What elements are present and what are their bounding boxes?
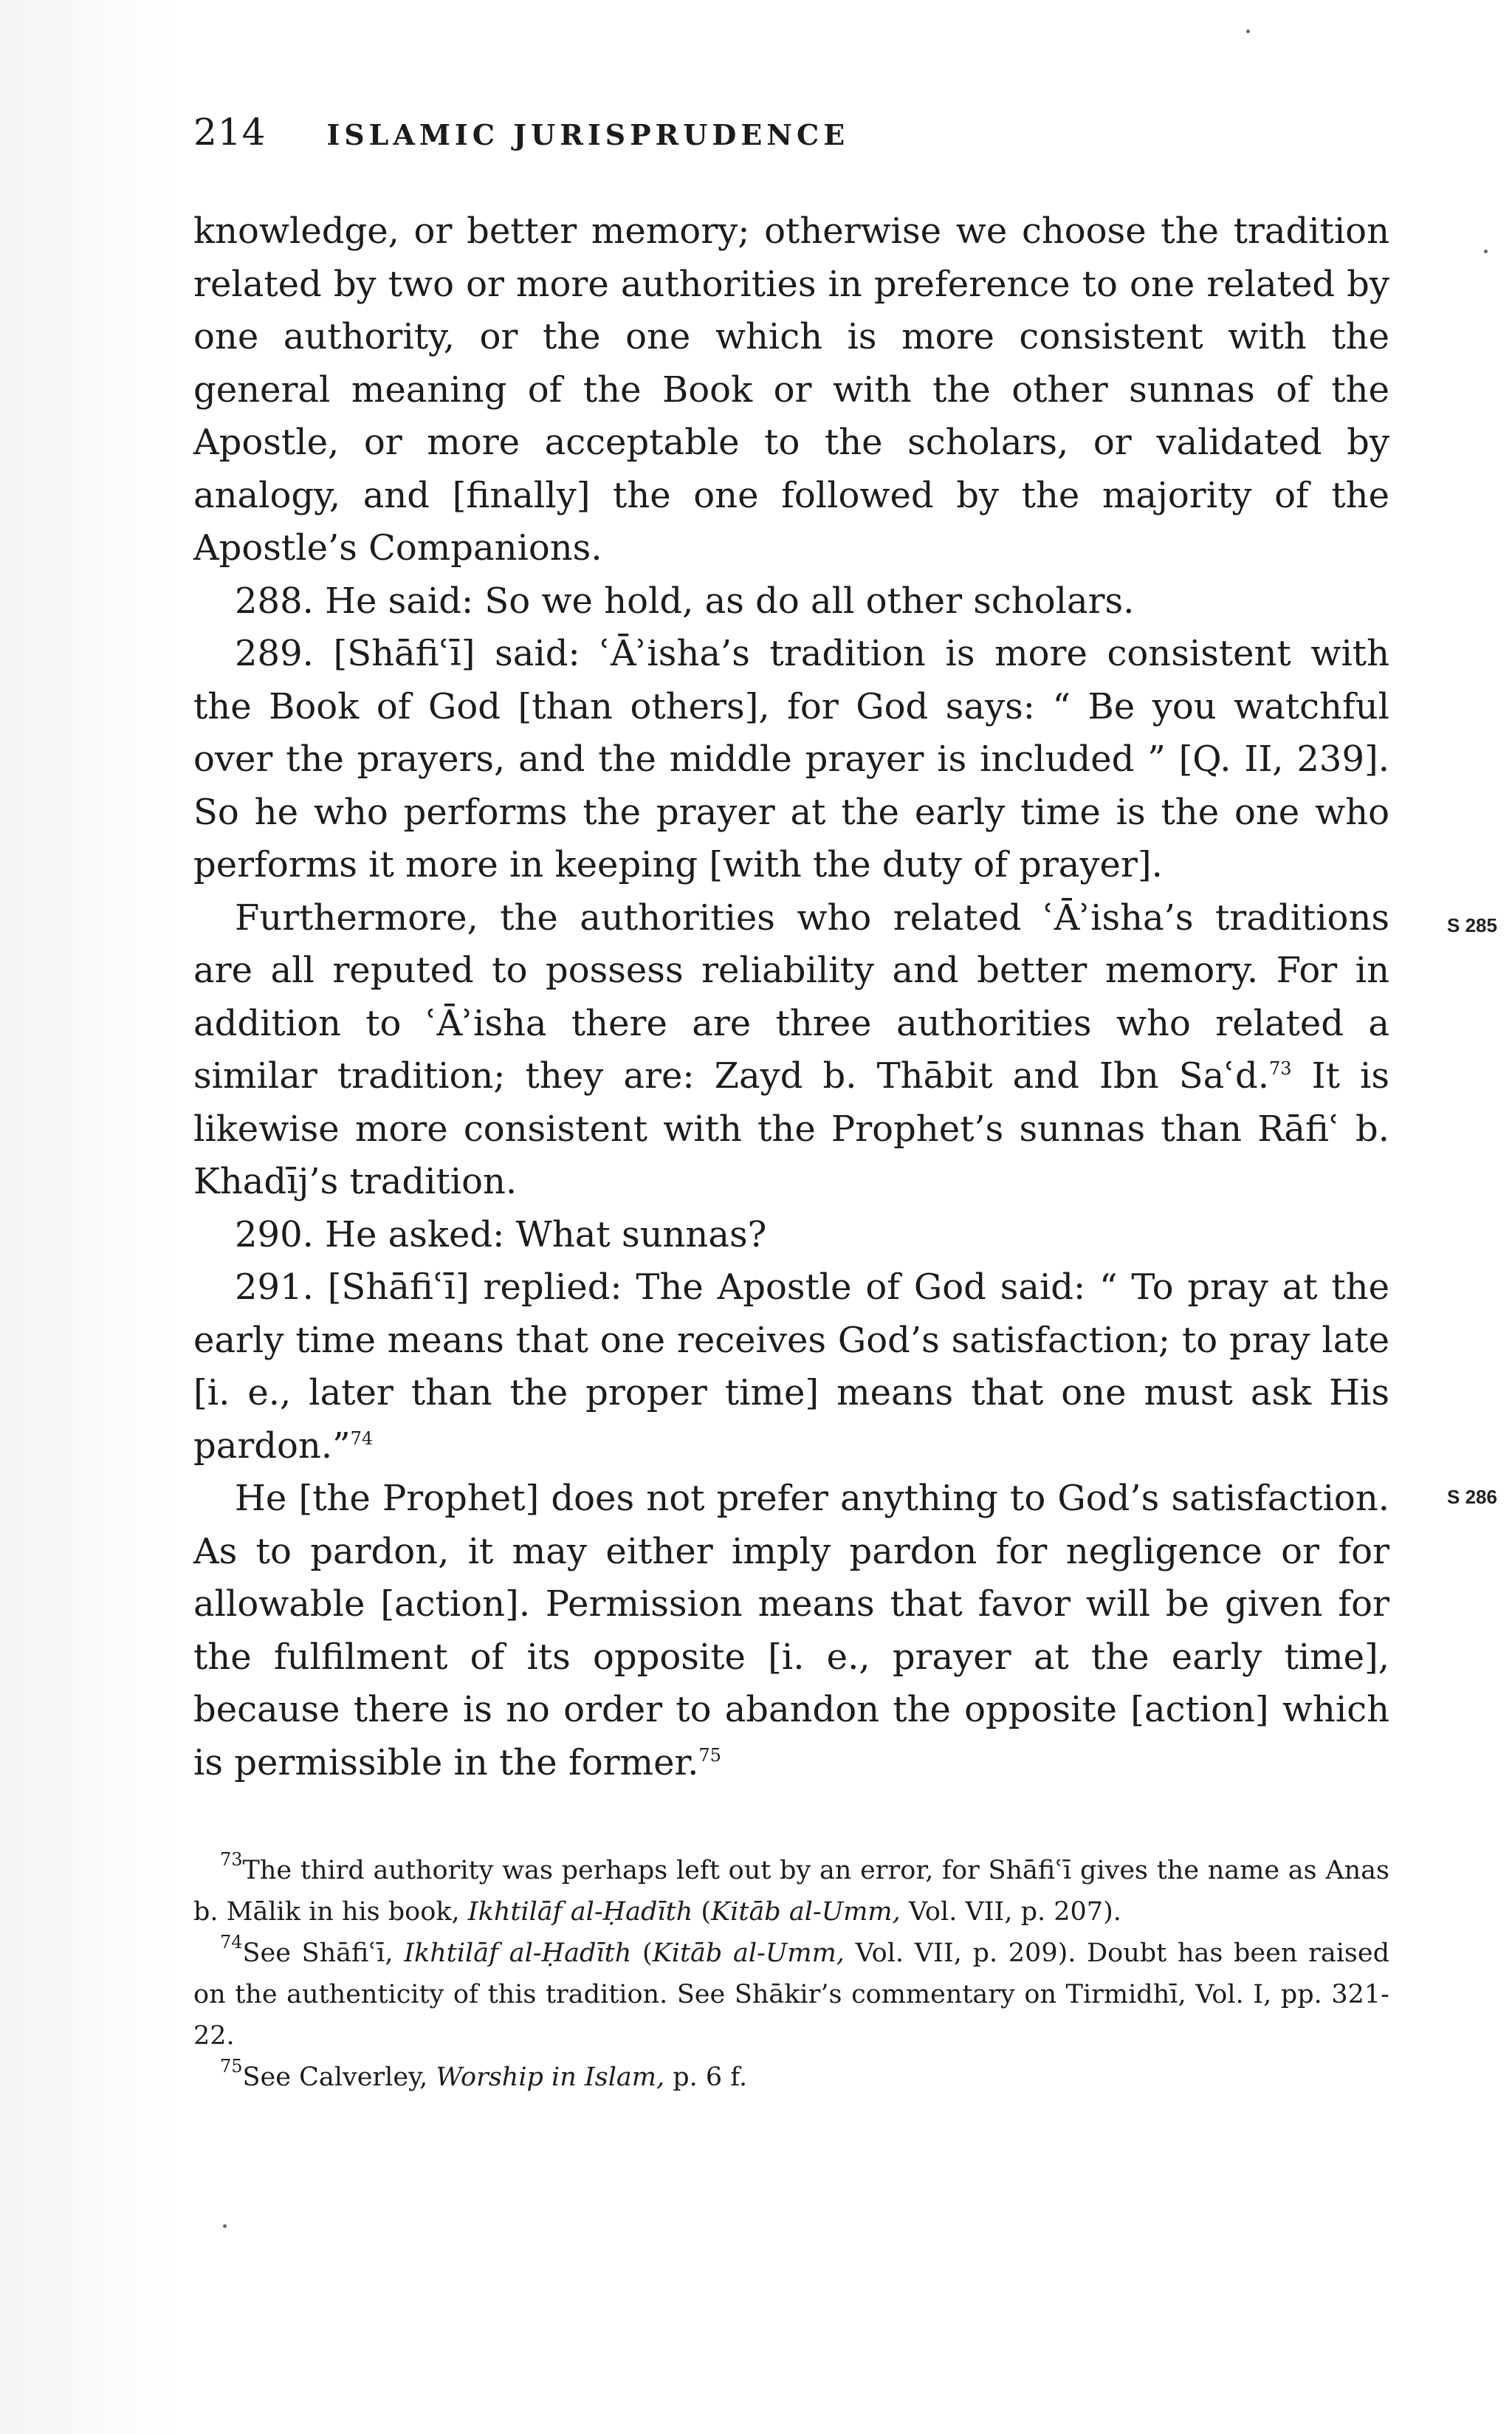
footnote-title: Worship in Islam, bbox=[436, 2063, 665, 2092]
paragraph-text: 288. He said: So we hold, as do all other scholars. bbox=[235, 580, 1135, 622]
footnote bbox=[193, 2057, 1389, 2098]
footnote-mark: 73 bbox=[220, 1849, 243, 1870]
running-title: ISLAMIC JURISPRUDENCE bbox=[326, 118, 850, 151]
footnote-title: Kitāb al-Umm, bbox=[652, 1938, 845, 1968]
margin-note-s285: S 285 bbox=[1447, 914, 1497, 936]
footnote-text: Vol. VII, p. 209). Doubt has been raised on the authenticity of this tradition. See Shākir’s commentary on Tirmidhī, Vol. I, pp. 321-22. bbox=[193, 1938, 1389, 2051]
footnote bbox=[193, 1850, 1389, 1933]
paragraph bbox=[193, 628, 1389, 892]
scan-shading bbox=[0, 0, 177, 2434]
footnote-text: The third authority was perhaps left out by an error, for Shāfiʿī gives the name as Anas b. Mālik in his book, bbox=[193, 1856, 1389, 1927]
footnote-ref[interactable]: 73 bbox=[1269, 1058, 1292, 1079]
margin-note-s286: S 286 bbox=[1447, 1486, 1497, 1508]
paragraph-text: 289. [Shāfiʿī] said: ʿĀʾisha’s tradition is more consistent with the Book of God [than others], for God says: “ Be you watchful over the prayers, and the middle prayer is included ” [Q. II, 239]. So he who performs the prayer at the early time is the one who performs it more in keeping [with the duty of prayer]. bbox=[193, 633, 1389, 885]
footnote-text: See Shāfiʿī, bbox=[242, 1938, 405, 1968]
footnote-mark: 74 bbox=[220, 1932, 243, 1953]
body-text bbox=[193, 205, 1389, 1789]
footnotes bbox=[193, 1850, 1389, 2098]
footnote-ref[interactable]: 74 bbox=[350, 1427, 374, 1449]
paragraph bbox=[193, 1261, 1389, 1473]
footnote-text: Vol. VII, p. 207). bbox=[900, 1897, 1121, 1927]
footnote-text: ( bbox=[693, 1897, 712, 1927]
footnote-title: Kitāb al-Umm, bbox=[711, 1897, 901, 1927]
running-header bbox=[193, 111, 1389, 162]
footnote bbox=[193, 1933, 1389, 2057]
paragraph-text: It is likewise more consistent with the Prophet’s sunnas than Rāfiʿ b. Khadīj’s tradition. bbox=[193, 1055, 1390, 1202]
book-page bbox=[193, 111, 1389, 2098]
paragraph bbox=[193, 892, 1389, 1209]
paragraph bbox=[193, 575, 1389, 628]
scan-speck bbox=[1484, 250, 1488, 253]
paragraph bbox=[193, 1209, 1389, 1262]
page-number: 214 bbox=[193, 111, 267, 154]
paragraph-text: Furthermore, the authorities who related ʿĀʾisha’s traditions are all reputed to possess reliability and better memory. For in addition to ʿĀʾisha there are three authorities who related a similar tradition; they are: Zayd b. Thābit and Ibn Saʿd. bbox=[193, 897, 1389, 1097]
footnote-title: Ikhtilāf al-Ḥadīth bbox=[404, 1938, 632, 1968]
scan-speck bbox=[223, 2224, 227, 2228]
scan-speck bbox=[1246, 30, 1250, 33]
paragraph bbox=[193, 205, 1389, 575]
paragraph-text: 291. [Shāfiʿī] replied: The Apostle of God said: “ To pray at the early time means that one receives God’s satisfaction; to pray late [i. e., later than the proper time] means that one must ask His pardon.” bbox=[193, 1266, 1389, 1467]
footnote-ref[interactable]: 75 bbox=[698, 1744, 721, 1766]
footnote-text: p. 6 f. bbox=[664, 2063, 748, 2092]
paragraph-text: He [the Prophet] does not prefer anything to God’s satisfaction. As to pardon, it may either imply pardon for negligence or for allowable [action]. Permission means that favor will be given for the fulfilment of its opposite [i. e., prayer at the early time], because there is no order to abandon the opposite [action] which is permissible in the former. bbox=[193, 1478, 1389, 1783]
footnote-mark: 75 bbox=[220, 2056, 243, 2077]
paragraph bbox=[193, 1473, 1389, 1789]
paragraph-text: knowledge, or better memory; otherwise we choose the tradition related by two or more authorities in preference to one related by one authority, or the one which is more consistent with the general meaning of the Book or with the other sunnas of the Apostle, or more acceptable to the scholars, or validated by analogy, and [finally] the one followed by the majority of the Apostle’s Companions. bbox=[193, 210, 1389, 569]
footnote-text: See Calverley, bbox=[242, 2063, 436, 2092]
footnote-text: ( bbox=[631, 1938, 653, 1968]
paragraph-text: 290. He asked: What sunnas? bbox=[235, 1213, 767, 1255]
footnote-title: Ikhtilāf al-Ḥadīth bbox=[467, 1897, 693, 1927]
